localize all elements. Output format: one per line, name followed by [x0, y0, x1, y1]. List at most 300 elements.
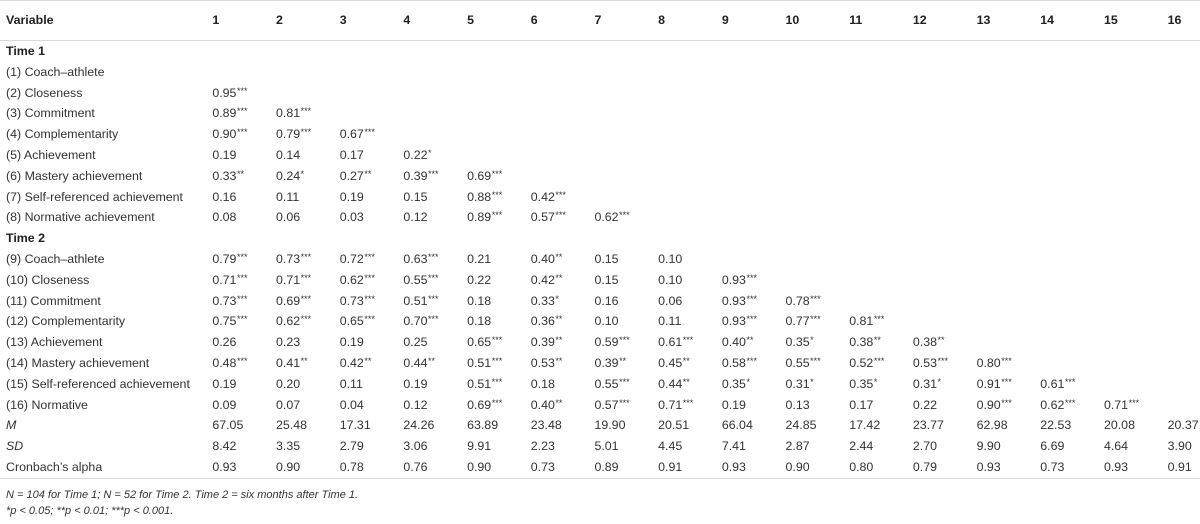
table-cell: 0.11 — [658, 314, 682, 329]
table-cell — [977, 83, 1041, 104]
table-cell — [1168, 332, 1200, 353]
column-header-1: 1 — [212, 13, 220, 27]
table-cell — [786, 145, 850, 166]
significance-marker: *** — [491, 397, 503, 408]
table-row — [0, 436, 1200, 457]
table-cell: 17.31 — [339, 418, 371, 433]
table-cell: 0.62*** — [276, 314, 312, 329]
significance-marker: ** — [937, 335, 945, 346]
table-cell: 0.25 — [403, 335, 428, 350]
table-cell — [849, 228, 913, 249]
significance-marker: *** — [236, 251, 248, 262]
table-cell — [1104, 291, 1168, 312]
table-row — [0, 249, 1200, 270]
table-cell: 0.69*** — [276, 293, 312, 308]
table-cell: 0.15 — [594, 272, 619, 287]
significance-marker: *** — [555, 210, 566, 221]
table-cell: 0.65*** — [339, 314, 375, 329]
table-cell — [467, 103, 531, 124]
table-cell — [594, 83, 658, 104]
table-cell — [1168, 228, 1200, 249]
table-cell — [977, 103, 1041, 124]
table-cell — [913, 270, 977, 291]
table-cell: 0.90 — [785, 459, 810, 474]
significance-marker: *** — [236, 314, 248, 325]
significance-marker: *** — [1001, 355, 1012, 366]
significance-marker: *** — [364, 127, 375, 138]
table-cell — [1040, 291, 1104, 312]
table-cell — [658, 62, 722, 83]
table-cell — [977, 228, 1041, 249]
table-cell — [1040, 187, 1104, 208]
table-cell: 0.71*** — [212, 272, 248, 287]
table-cell — [977, 311, 1041, 332]
table-cell: 0.57*** — [594, 397, 630, 412]
table-cell: 0.09 — [212, 397, 237, 412]
column-header-9: 9 — [721, 13, 729, 27]
table-header — [0, 1, 1200, 41]
table-cell: 0.79*** — [212, 251, 248, 266]
table-cell — [467, 228, 531, 249]
table-cell — [1104, 145, 1168, 166]
table-cell: 0.71*** — [1103, 397, 1140, 412]
table-cell: 0.39*** — [403, 168, 439, 183]
table-cell: 0.61*** — [658, 335, 694, 350]
table-cell: 3.35 — [276, 439, 301, 454]
table-cell: 0.40** — [721, 335, 754, 350]
table-cell: 0.44** — [658, 376, 690, 391]
table-cell — [977, 124, 1041, 145]
significance-marker: *** — [364, 251, 375, 262]
table-cell: 0.22 — [912, 397, 938, 412]
table-cell — [1168, 41, 1200, 62]
table-cell — [1168, 166, 1200, 187]
table-cell — [1040, 41, 1104, 62]
table-cell — [403, 124, 467, 145]
significance-marker: *** — [364, 272, 375, 283]
significance-marker: *** — [491, 168, 503, 179]
column-header-2: 2 — [276, 13, 283, 27]
table-cell — [722, 83, 786, 104]
table-cell — [1104, 62, 1168, 83]
table-cell — [276, 41, 340, 62]
row-label: (16) Normative — [6, 397, 88, 412]
table-cell — [722, 41, 786, 62]
row-label: Cronbach’s alpha — [6, 459, 103, 474]
section-row — [0, 41, 1200, 62]
table-cell: 0.18 — [467, 314, 492, 329]
table-cell — [531, 166, 595, 187]
significance-marker: *** — [1064, 397, 1076, 408]
table-cell — [1104, 207, 1168, 228]
table-cell: 0.93 — [212, 459, 237, 474]
table-cell — [849, 166, 913, 187]
table-cell — [1104, 332, 1168, 353]
table-cell — [786, 124, 850, 145]
row-label: M — [6, 418, 17, 433]
table-cell: 0.53*** — [912, 355, 949, 370]
significance-marker: * — [428, 147, 432, 158]
table-cell — [1104, 166, 1168, 187]
table-cell — [594, 124, 658, 145]
table-cell — [849, 207, 913, 228]
table-cell: 0.44** — [403, 355, 436, 370]
table-cell: 0.06 — [658, 293, 683, 308]
significance-marker: *** — [491, 376, 503, 387]
note-significance: *p < 0.05; **p < 0.01; ***p < 0.001. — [6, 505, 174, 517]
significance-marker: ** — [682, 376, 690, 387]
table-cell — [467, 124, 531, 145]
significance-marker: ** — [555, 355, 563, 366]
table-cell: 0.93*** — [721, 272, 757, 287]
table-cell — [1040, 311, 1104, 332]
row-label: (4) Complementarity — [6, 127, 119, 142]
table-cell: 0.91 — [658, 459, 683, 474]
table-row — [0, 415, 1200, 436]
table-cell — [658, 166, 722, 187]
significance-marker: *** — [236, 127, 248, 138]
table-cell — [1040, 228, 1104, 249]
table-cell — [1168, 207, 1200, 228]
table-cell: 0.15 — [403, 189, 428, 204]
table-cell — [212, 62, 276, 83]
table-cell: 20.51 — [658, 418, 690, 433]
table-cell — [849, 291, 913, 312]
significance-marker: *** — [491, 210, 503, 221]
table-cell: 0.91*** — [976, 376, 1012, 391]
table-cell: 23.77 — [912, 418, 944, 433]
significance-marker: *** — [300, 251, 312, 262]
table-cell: 0.93 — [1103, 459, 1129, 474]
significance-marker: *** — [364, 314, 375, 325]
table-cell: 0.89 — [594, 459, 619, 474]
table-cell — [1040, 145, 1104, 166]
table-cell: 0.07 — [276, 397, 301, 412]
table-cell — [1104, 41, 1168, 62]
table-cell — [531, 41, 595, 62]
significance-marker: *** — [300, 293, 312, 304]
table-row — [0, 207, 1200, 228]
table-cell — [786, 83, 850, 104]
table-cell: 0.39** — [594, 355, 627, 370]
table-cell — [1168, 311, 1200, 332]
table-cell: 62.98 — [976, 418, 1008, 433]
table-cell: 0.69*** — [467, 397, 503, 412]
table-cell: 0.59*** — [594, 335, 630, 350]
table-cell — [212, 228, 276, 249]
table-cell: 0.55*** — [594, 376, 630, 391]
row-label: (15) Self-referenced achievement — [6, 376, 190, 391]
significance-marker: ** — [682, 355, 690, 366]
table-cell: 0.41** — [276, 355, 308, 370]
table-cell: 0.22 — [467, 272, 492, 287]
column-header-8: 8 — [658, 13, 666, 27]
table-cell: 0.19 — [339, 335, 364, 350]
table-row — [0, 83, 1200, 104]
table-cell — [849, 103, 913, 124]
table-cell — [1168, 291, 1200, 312]
significance-marker: *** — [1128, 397, 1140, 408]
row-label: (5) Achievement — [6, 147, 96, 162]
table-cell: 0.55*** — [785, 355, 821, 370]
table-cell: 0.40** — [530, 397, 563, 412]
table-cell: 2.23 — [530, 439, 555, 454]
table-cell: 0.12 — [403, 397, 428, 412]
table-cell — [1168, 395, 1200, 416]
table-cell — [977, 207, 1041, 228]
table-cell — [531, 62, 595, 83]
table-cell — [722, 62, 786, 83]
table-cell — [1040, 166, 1104, 187]
table-cell: 0.51*** — [467, 355, 503, 370]
table-cell: 0.21 — [467, 251, 492, 266]
table-cell — [403, 83, 467, 104]
table-cell: 0.93 — [721, 459, 746, 474]
significance-marker: *** — [428, 293, 439, 304]
table-row — [0, 166, 1200, 187]
table-cell: 24.85 — [785, 418, 817, 433]
table-cell — [531, 83, 595, 104]
table-cell — [1104, 124, 1168, 145]
table-cell — [1168, 145, 1200, 166]
table-cell — [594, 62, 658, 83]
table-cell — [722, 145, 786, 166]
table-cell: 0.35* — [849, 376, 878, 391]
significance-marker: ** — [555, 397, 563, 408]
table-row — [0, 270, 1200, 291]
significance-marker: *** — [937, 355, 949, 366]
table-cell — [977, 62, 1041, 83]
table-cell — [977, 332, 1041, 353]
significance-marker: ** — [364, 168, 372, 179]
table-cell: 0.62*** — [594, 210, 630, 225]
significance-marker: *** — [491, 355, 503, 366]
table-cell — [1104, 249, 1168, 270]
significance-marker: *** — [300, 272, 312, 283]
significance-marker: * — [810, 376, 814, 387]
table-cell — [594, 103, 658, 124]
table-cell: 0.89*** — [467, 210, 503, 225]
significance-marker: *** — [619, 376, 630, 387]
table-cell: 0.24* — [276, 168, 305, 183]
table-cell: 0.13 — [785, 397, 810, 412]
table-cell — [340, 41, 404, 62]
table-cell — [913, 145, 977, 166]
table-cell — [1168, 374, 1200, 395]
table-cell: 0.10 — [594, 314, 619, 329]
table-cell: 0.04 — [339, 397, 364, 412]
table-cell: 0.93*** — [721, 293, 757, 308]
significance-marker: *** — [746, 314, 757, 325]
table-row — [0, 457, 1200, 478]
row-label: (10) Closeness — [6, 272, 90, 287]
table-cell — [467, 145, 531, 166]
table-cell: 0.70*** — [403, 314, 439, 329]
table-cell: 0.90*** — [976, 397, 1012, 412]
table-cell — [1040, 353, 1104, 374]
significance-marker: ** — [428, 355, 436, 366]
table-cell: 2.70 — [912, 439, 938, 454]
table-cell: 0.73*** — [339, 293, 375, 308]
table-cell — [913, 291, 977, 312]
table-cell — [913, 124, 977, 145]
significance-marker: *** — [619, 335, 630, 346]
significance-marker: *** — [1001, 376, 1012, 387]
table-cell — [1168, 83, 1200, 104]
significance-marker: *** — [236, 85, 248, 96]
table-cell — [977, 249, 1041, 270]
column-header-16: 16 — [1167, 13, 1182, 27]
table-cell: 0.20 — [276, 376, 301, 391]
table-cell: 0.17 — [849, 397, 874, 412]
table-cell: 0.17 — [339, 147, 364, 162]
table-cell: 0.42** — [339, 355, 372, 370]
row-label: (7) Self-referenced achievement — [6, 189, 183, 204]
table-cell: 0.12 — [403, 210, 428, 225]
significance-marker: *** — [300, 314, 312, 325]
table-cell — [722, 166, 786, 187]
table-row — [0, 103, 1200, 124]
significance-marker: *** — [746, 293, 757, 304]
table-cell — [658, 207, 722, 228]
table-cell: 0.18 — [530, 376, 555, 391]
significance-marker: * — [555, 293, 559, 304]
table-cell: 0.76 — [403, 459, 428, 474]
significance-marker: *** — [619, 397, 630, 408]
table-cell: 0.48*** — [212, 355, 248, 370]
table-cell: 0.36** — [530, 314, 563, 329]
table-cell: 0.19 — [721, 397, 746, 412]
table-cell — [786, 103, 850, 124]
table-cell — [977, 270, 1041, 291]
table-cell: 20.08 — [1103, 418, 1135, 433]
table-notes — [6, 487, 358, 519]
table-cell — [658, 187, 722, 208]
table-cell — [722, 249, 786, 270]
table-cell — [849, 41, 913, 62]
table-cell — [786, 187, 850, 208]
table-cell: 0.16 — [212, 189, 237, 204]
significance-marker: *** — [236, 355, 248, 366]
table-cell: 0.42*** — [530, 189, 566, 204]
table-cell: 66.04 — [721, 418, 753, 433]
table-cell — [722, 103, 786, 124]
table-row — [0, 187, 1200, 208]
table-cell: 0.08 — [212, 210, 237, 225]
table-cell — [786, 228, 850, 249]
column-header-4: 4 — [403, 13, 411, 27]
table-cell: 0.53** — [530, 355, 563, 370]
significance-marker: *** — [619, 210, 630, 221]
table-cell — [786, 166, 850, 187]
table-cell — [594, 228, 658, 249]
significance-marker: *** — [746, 355, 757, 366]
table-cell: 0.27** — [339, 168, 372, 183]
significance-marker: *** — [300, 106, 312, 117]
table-cell — [849, 83, 913, 104]
table-cell — [913, 311, 977, 332]
significance-marker: ** — [555, 272, 563, 283]
column-header-10: 10 — [785, 13, 800, 27]
table-cell — [531, 145, 595, 166]
table-cell: 0.15 — [594, 251, 619, 266]
table-cell — [722, 207, 786, 228]
table-cell: 0.16 — [594, 293, 619, 308]
table-cell: 0.79 — [912, 459, 938, 474]
table-cell — [467, 83, 531, 104]
table-cell — [594, 41, 658, 62]
table-cell — [913, 62, 977, 83]
column-header-5: 5 — [467, 13, 474, 27]
table-cell: 0.95*** — [212, 85, 248, 100]
table-cell — [340, 62, 404, 83]
table-cell: 0.19 — [339, 189, 364, 204]
significance-marker: * — [937, 376, 942, 387]
table-cell — [594, 166, 658, 187]
row-label: (1) Coach–athlete — [6, 64, 105, 79]
column-header-7: 7 — [594, 13, 602, 27]
table-cell — [722, 228, 786, 249]
significance-marker: * — [300, 168, 305, 179]
table-cell — [786, 270, 850, 291]
significance-marker: *** — [873, 314, 885, 325]
table-cell: 0.38** — [912, 335, 945, 350]
table-cell — [658, 103, 722, 124]
table-cell — [1168, 249, 1200, 270]
header-row — [0, 1, 1200, 41]
table-cell: 0.63*** — [403, 251, 439, 266]
row-label: (13) Achievement — [6, 335, 103, 350]
table-cell — [467, 41, 531, 62]
table-row — [0, 353, 1200, 374]
column-header-15: 15 — [1103, 13, 1118, 27]
significance-marker: *** — [555, 189, 566, 200]
table-cell — [913, 187, 977, 208]
table-cell: 2.79 — [339, 439, 364, 454]
table-cell: 8.42 — [212, 439, 237, 454]
table-cell — [1168, 187, 1200, 208]
table-cell: 0.33** — [212, 168, 244, 183]
table-cell: 0.90 — [276, 459, 301, 474]
table-cell: 3.90 — [1167, 439, 1192, 454]
significance-marker: *** — [364, 293, 375, 304]
significance-marker: *** — [810, 314, 821, 325]
row-label: (11) Commitment — [6, 293, 101, 308]
row-label: Time 2 — [6, 231, 46, 246]
table-cell — [467, 62, 531, 83]
table-row — [0, 311, 1200, 332]
table-cell — [403, 228, 467, 249]
table-cell — [658, 83, 722, 104]
table-cell: 2.87 — [785, 439, 810, 454]
row-label: (2) Closeness — [6, 85, 83, 100]
table-cell: 0.35* — [721, 376, 750, 391]
table-cell — [340, 228, 404, 249]
table-cell: 0.10 — [658, 251, 683, 266]
table-cell: 24.26 — [403, 418, 435, 433]
significance-marker: ** — [555, 251, 563, 262]
table-cell: 0.89*** — [212, 106, 248, 121]
table-cell — [1104, 374, 1168, 395]
table-cell: 0.73 — [530, 459, 555, 474]
table-cell: 5.01 — [594, 439, 619, 454]
significance-marker: *** — [873, 355, 885, 366]
table-row — [0, 332, 1200, 353]
table-cell: 67.05 — [212, 418, 244, 433]
table-cell: 0.14 — [276, 147, 301, 162]
table-cell: 0.81*** — [276, 106, 312, 121]
table-cell — [594, 187, 658, 208]
